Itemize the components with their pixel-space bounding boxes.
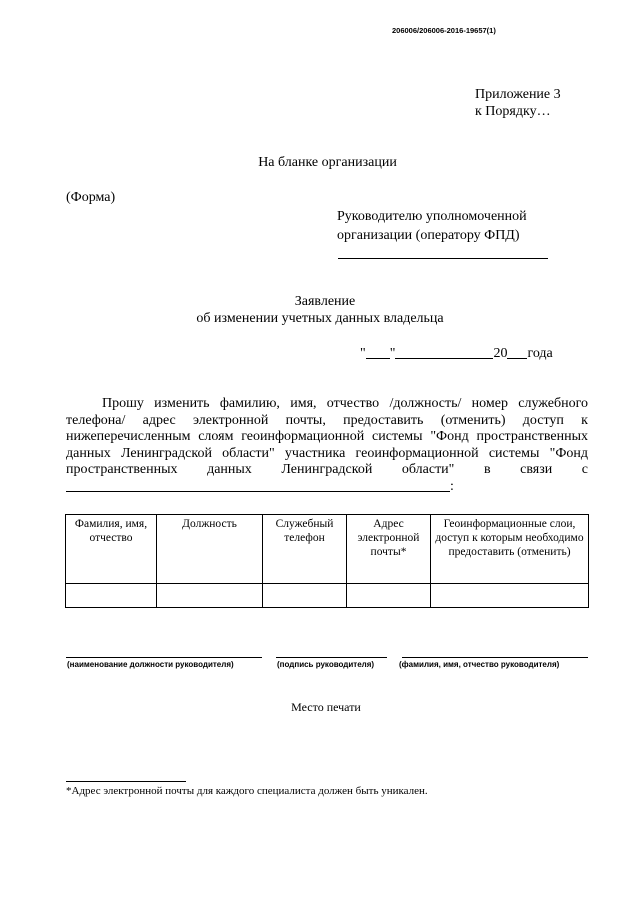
request-text: Прошу изменить фамилию, имя, отчество /должность/ номер служебного телефона/ адрес электронной почты, предоставить (отменить) доступ к нижеперечисленным слоям геоинформационной системы "Фонд пространственных данных Ленинградской области" участника геоинформационной системы "Фонд пространственных данных Ленинградской области" в связи с [66, 396, 588, 478]
reason-blank [66, 479, 450, 492]
date-field [360, 344, 553, 362]
addressee-name-blank [338, 258, 548, 259]
table-row [66, 584, 589, 608]
document-title [0, 293, 640, 327]
addressee-block [337, 207, 527, 245]
col-header-layers: Геоинформационные слои, доступ к которым необходимо предоставить (отменить) [431, 515, 589, 584]
position-caption: (наименование должности руководителя) [67, 660, 234, 669]
signature-caption: (подпись руководителя) [277, 660, 375, 669]
table-header-row [66, 515, 589, 584]
table-cell[interactable] [157, 584, 263, 608]
letterhead-note: На бланке организации [258, 155, 397, 170]
footnote-separator [66, 781, 186, 782]
position-signature-line [66, 657, 262, 658]
col-header-email: Адрес электронной почты* [347, 515, 431, 584]
date-close-quote: " [389, 346, 396, 361]
table-cell[interactable] [263, 584, 347, 608]
addressee-line-1: Руководителю уполномоченной [337, 209, 527, 224]
form-label: (Форма) [66, 190, 116, 205]
col-header-position: Должность [157, 515, 263, 584]
col-header-name: Фамилия, имя, отчество [66, 515, 157, 584]
date-century: 20 [493, 346, 508, 361]
title-line-1: Заявление [294, 294, 356, 309]
day-blank [366, 344, 390, 359]
seal-place: Место печати [291, 700, 361, 714]
table-cell[interactable] [66, 584, 157, 608]
appendix-line-2: к Порядку… [475, 104, 551, 119]
request-ending: : [450, 478, 454, 494]
request-paragraph [66, 396, 588, 496]
appendix-reference [475, 86, 561, 120]
owner-data-table [65, 514, 589, 608]
table-cell[interactable] [431, 584, 589, 608]
document-id: 206006/206006-2016-19657(1) [392, 26, 496, 35]
appendix-line-1: Приложение 3 [475, 87, 561, 102]
footnote: *Адрес электронной почты для каждого специалиста должен быть уникален. [66, 785, 428, 797]
signature-line [276, 657, 387, 658]
addressee-line-2: организации (оператору ФПД) [337, 228, 520, 243]
title-line-2: об изменении учетных данных владельца [196, 311, 444, 326]
year-blank [507, 344, 527, 359]
full-name-caption: (фамилия, имя, отчество руководителя) [399, 660, 560, 669]
col-header-phone: Служебный телефон [263, 515, 347, 584]
date-open-quote: " [360, 346, 366, 361]
date-year-word: года [527, 346, 553, 361]
month-blank [395, 344, 493, 359]
full-name-signature-line [402, 657, 588, 658]
table-cell[interactable] [347, 584, 431, 608]
